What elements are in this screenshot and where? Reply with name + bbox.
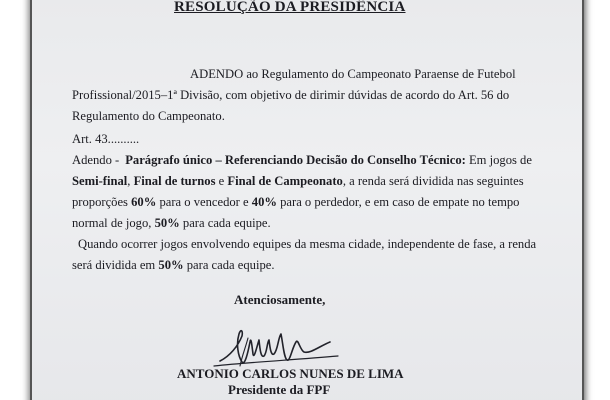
adendo-line-4 [72, 213, 550, 234]
pct-40: 40% [251, 195, 277, 209]
adendo-text-1: Em jogos de [468, 153, 532, 167]
signatory-role: Presidente da FPF [228, 382, 331, 397]
semifinal-term: Semi-final [72, 174, 128, 188]
closing-salutation: Atenciosamente, [234, 292, 326, 307]
adendo-text-2: , a renda será dividida nas seguintes [342, 174, 524, 188]
adendo-line-2 [72, 171, 550, 192]
adendo-line-3 [72, 192, 550, 213]
paragraph-unico [72, 150, 550, 234]
proporcoes-word: proporções [72, 195, 128, 209]
adendo-heading: Parágrafo único – Referenciando Decisão do Conselho Técnico: [125, 153, 466, 167]
final-turnos-term: Final de turnos [133, 174, 216, 188]
conjunction-e: e [218, 174, 225, 188]
intro-line-2: Profissional/2015–1ª Divisão, com objetivo de dirimir dúvidas de acordo do Art. 56 do [72, 88, 510, 102]
article-reference [72, 129, 550, 150]
signatory-name: ANTONIO CARLOS NUNES DE LIMA [177, 366, 404, 381]
quando-line-2 [72, 255, 550, 276]
quando-text-3: para cada equipe. [186, 258, 275, 272]
quando-text-2: será dividida em [72, 258, 156, 272]
quando-line-1: Quando ocorrer jogos envolvendo equipes da mesma cidade, independente de fase, a renda [78, 237, 537, 251]
article-number: Art. 43.......... [72, 132, 140, 146]
document-body [72, 64, 550, 276]
pct-50-b: 50% [158, 258, 184, 272]
intro-line-3: Regulamento do Campeonato. [72, 109, 225, 123]
pct-60: 60% [131, 195, 157, 209]
document-title: RESOLUÇÃO DA PRESIDÊNCIA [174, 0, 406, 15]
paragraph-adendo-intro [72, 64, 550, 127]
adendo-text-5: normal de jogo, [72, 216, 152, 230]
pct-50-a: 50% [154, 216, 180, 230]
final-campeonato-term: Final de Campeonato [227, 174, 343, 188]
document-page [32, 0, 582, 400]
paragraph-quando [72, 234, 550, 276]
adendo-text-6: para cada equipe. [182, 216, 271, 230]
adendo-text-3: para o vencedor e [159, 195, 249, 209]
comma: , [127, 174, 131, 188]
adendo-text-4: para o perdedor, e em caso de empate no tempo [280, 195, 520, 209]
adendo-line-1 [72, 150, 550, 171]
adendo-prefix: Adendo - [72, 153, 120, 167]
intro-line-1: ADENDO ao Regulamento do Campeonato Paraense de Futebol [190, 67, 516, 81]
